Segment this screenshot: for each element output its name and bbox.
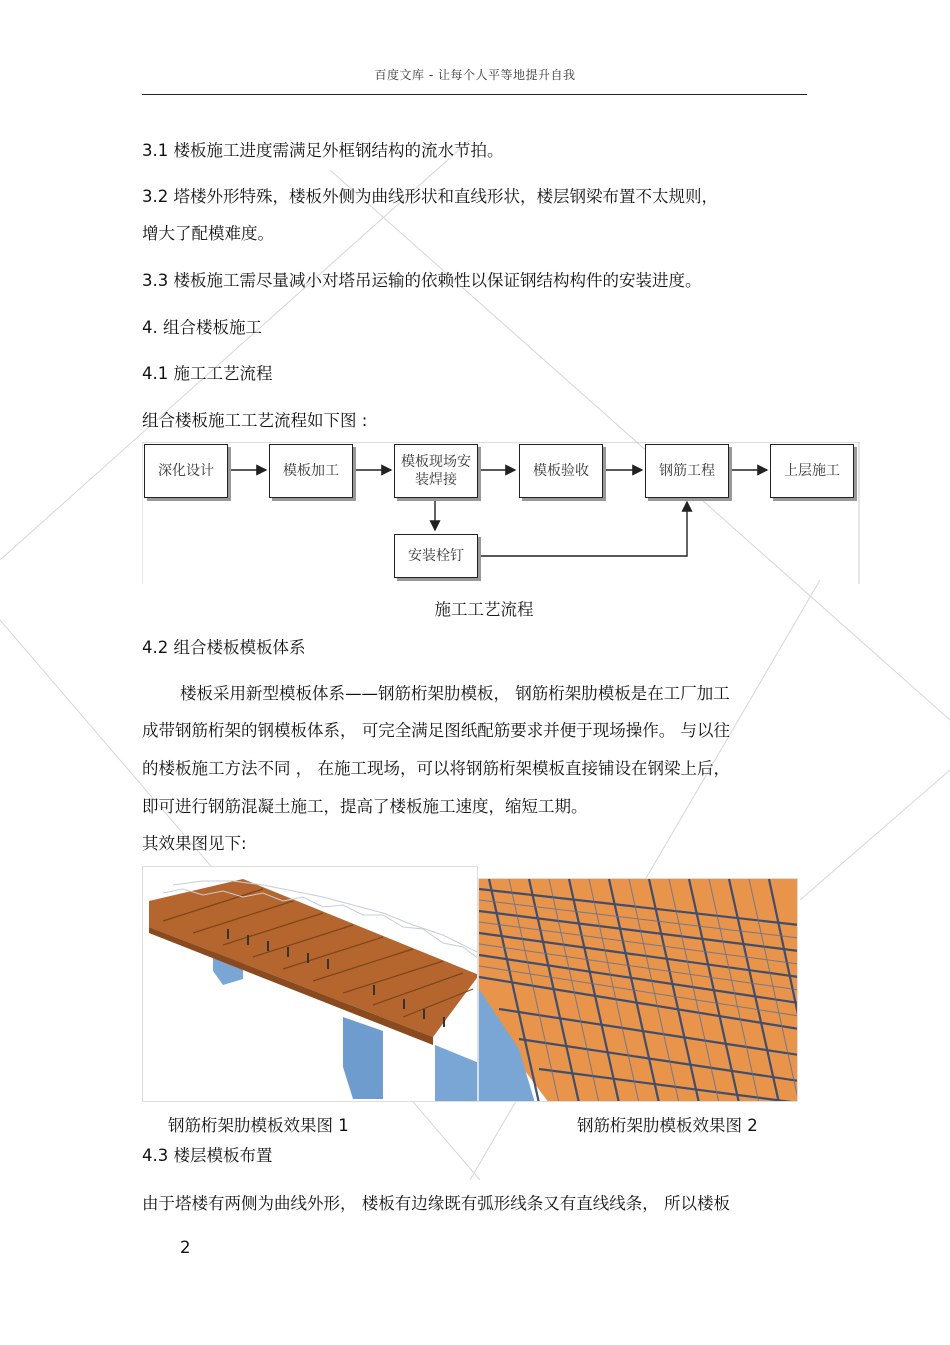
- figure-truss-deck-1: [142, 866, 478, 1102]
- flow-step-onsite-install-line2: 装焊接: [415, 472, 457, 488]
- figure-truss-deck-2: [478, 878, 798, 1102]
- text-line-3-3: 3.3 楼板施工需尽量减小对塔吊运输的依赖性以保证钢结构构件的安装进度。: [142, 271, 702, 290]
- flow-step-install-studs: 安装栓钉: [394, 534, 478, 578]
- flow-step-formwork-acceptance: 模板验收: [519, 444, 603, 498]
- text-line-3-1: 3.1 楼板施工进度需满足外框钢结构的流水节拍。: [142, 141, 504, 160]
- flowchart-caption: 施工工艺流程: [434, 600, 534, 619]
- flow-step-formwork-processing: 模板加工: [269, 444, 353, 498]
- section-heading-4-3: 4.3 楼层模板布置: [142, 1146, 273, 1165]
- header-divider: [142, 94, 807, 95]
- flow-intro: 组合楼板施工工艺流程如下图 :: [142, 411, 368, 430]
- flowchart-connectors: [142, 442, 860, 584]
- process-flowchart: [142, 442, 860, 584]
- section-heading-4: 4. 组合楼板施工: [142, 318, 262, 337]
- flow-step-deep-design: 深化设计: [144, 444, 228, 498]
- paragraph-line-4: 即可进行钢筋混凝土施工，提高了楼板施工速度，缩短工期。: [142, 797, 588, 816]
- paragraph-line-1: 楼板采用新型模板体系——钢筋桁架肋模板， 钢筋桁架肋模板是在工厂加工: [180, 684, 730, 703]
- effect-intro: 其效果图见下:: [142, 834, 247, 853]
- flow-step-onsite-install: [394, 444, 478, 498]
- truss-deck-render-1: [143, 867, 478, 1102]
- page-number: 2: [180, 1238, 191, 1257]
- section-heading-4-2: 4.2 组合楼板模板体系: [142, 638, 306, 657]
- text-line-3-2-cont: 增大了配模难度。: [142, 224, 274, 243]
- flow-step-onsite-install-line1: 模板现场安: [401, 454, 471, 470]
- paragraph-4-3-line-1: 由于塔楼有两侧为曲线外形， 楼板有边缘既有弧形线条又有直线线条， 所以楼板: [142, 1194, 730, 1213]
- section-heading-4-1: 4.1 施工工艺流程: [142, 364, 273, 383]
- header-banner: 百度文库 - 让每个人平等地提升自我: [374, 68, 576, 82]
- paragraph-line-3: 的楼板施工方法不同 ， 在施工现场，可以将钢筋桁架模板直接铺设在钢梁上后，: [142, 759, 730, 778]
- flow-step-rebar-work: 钢筋工程: [645, 444, 729, 498]
- text-line-3-2: 3.2 塔楼外形特殊，楼板外侧为曲线形状和直线形状，楼层钢梁布置不太规则，: [142, 187, 718, 206]
- flow-step-upper-floor: 上层施工: [770, 444, 854, 498]
- truss-deck-render-2: [479, 879, 798, 1102]
- figure-caption-2: 钢筋桁架肋模板效果图 2: [577, 1116, 758, 1135]
- paragraph-line-2: 成带钢筋桁架的钢模板体系， 可完全满足图纸配筋要求并便于现场操作。 与以往: [142, 721, 730, 740]
- figure-caption-1: 钢筋桁架肋模板效果图 1: [168, 1116, 349, 1135]
